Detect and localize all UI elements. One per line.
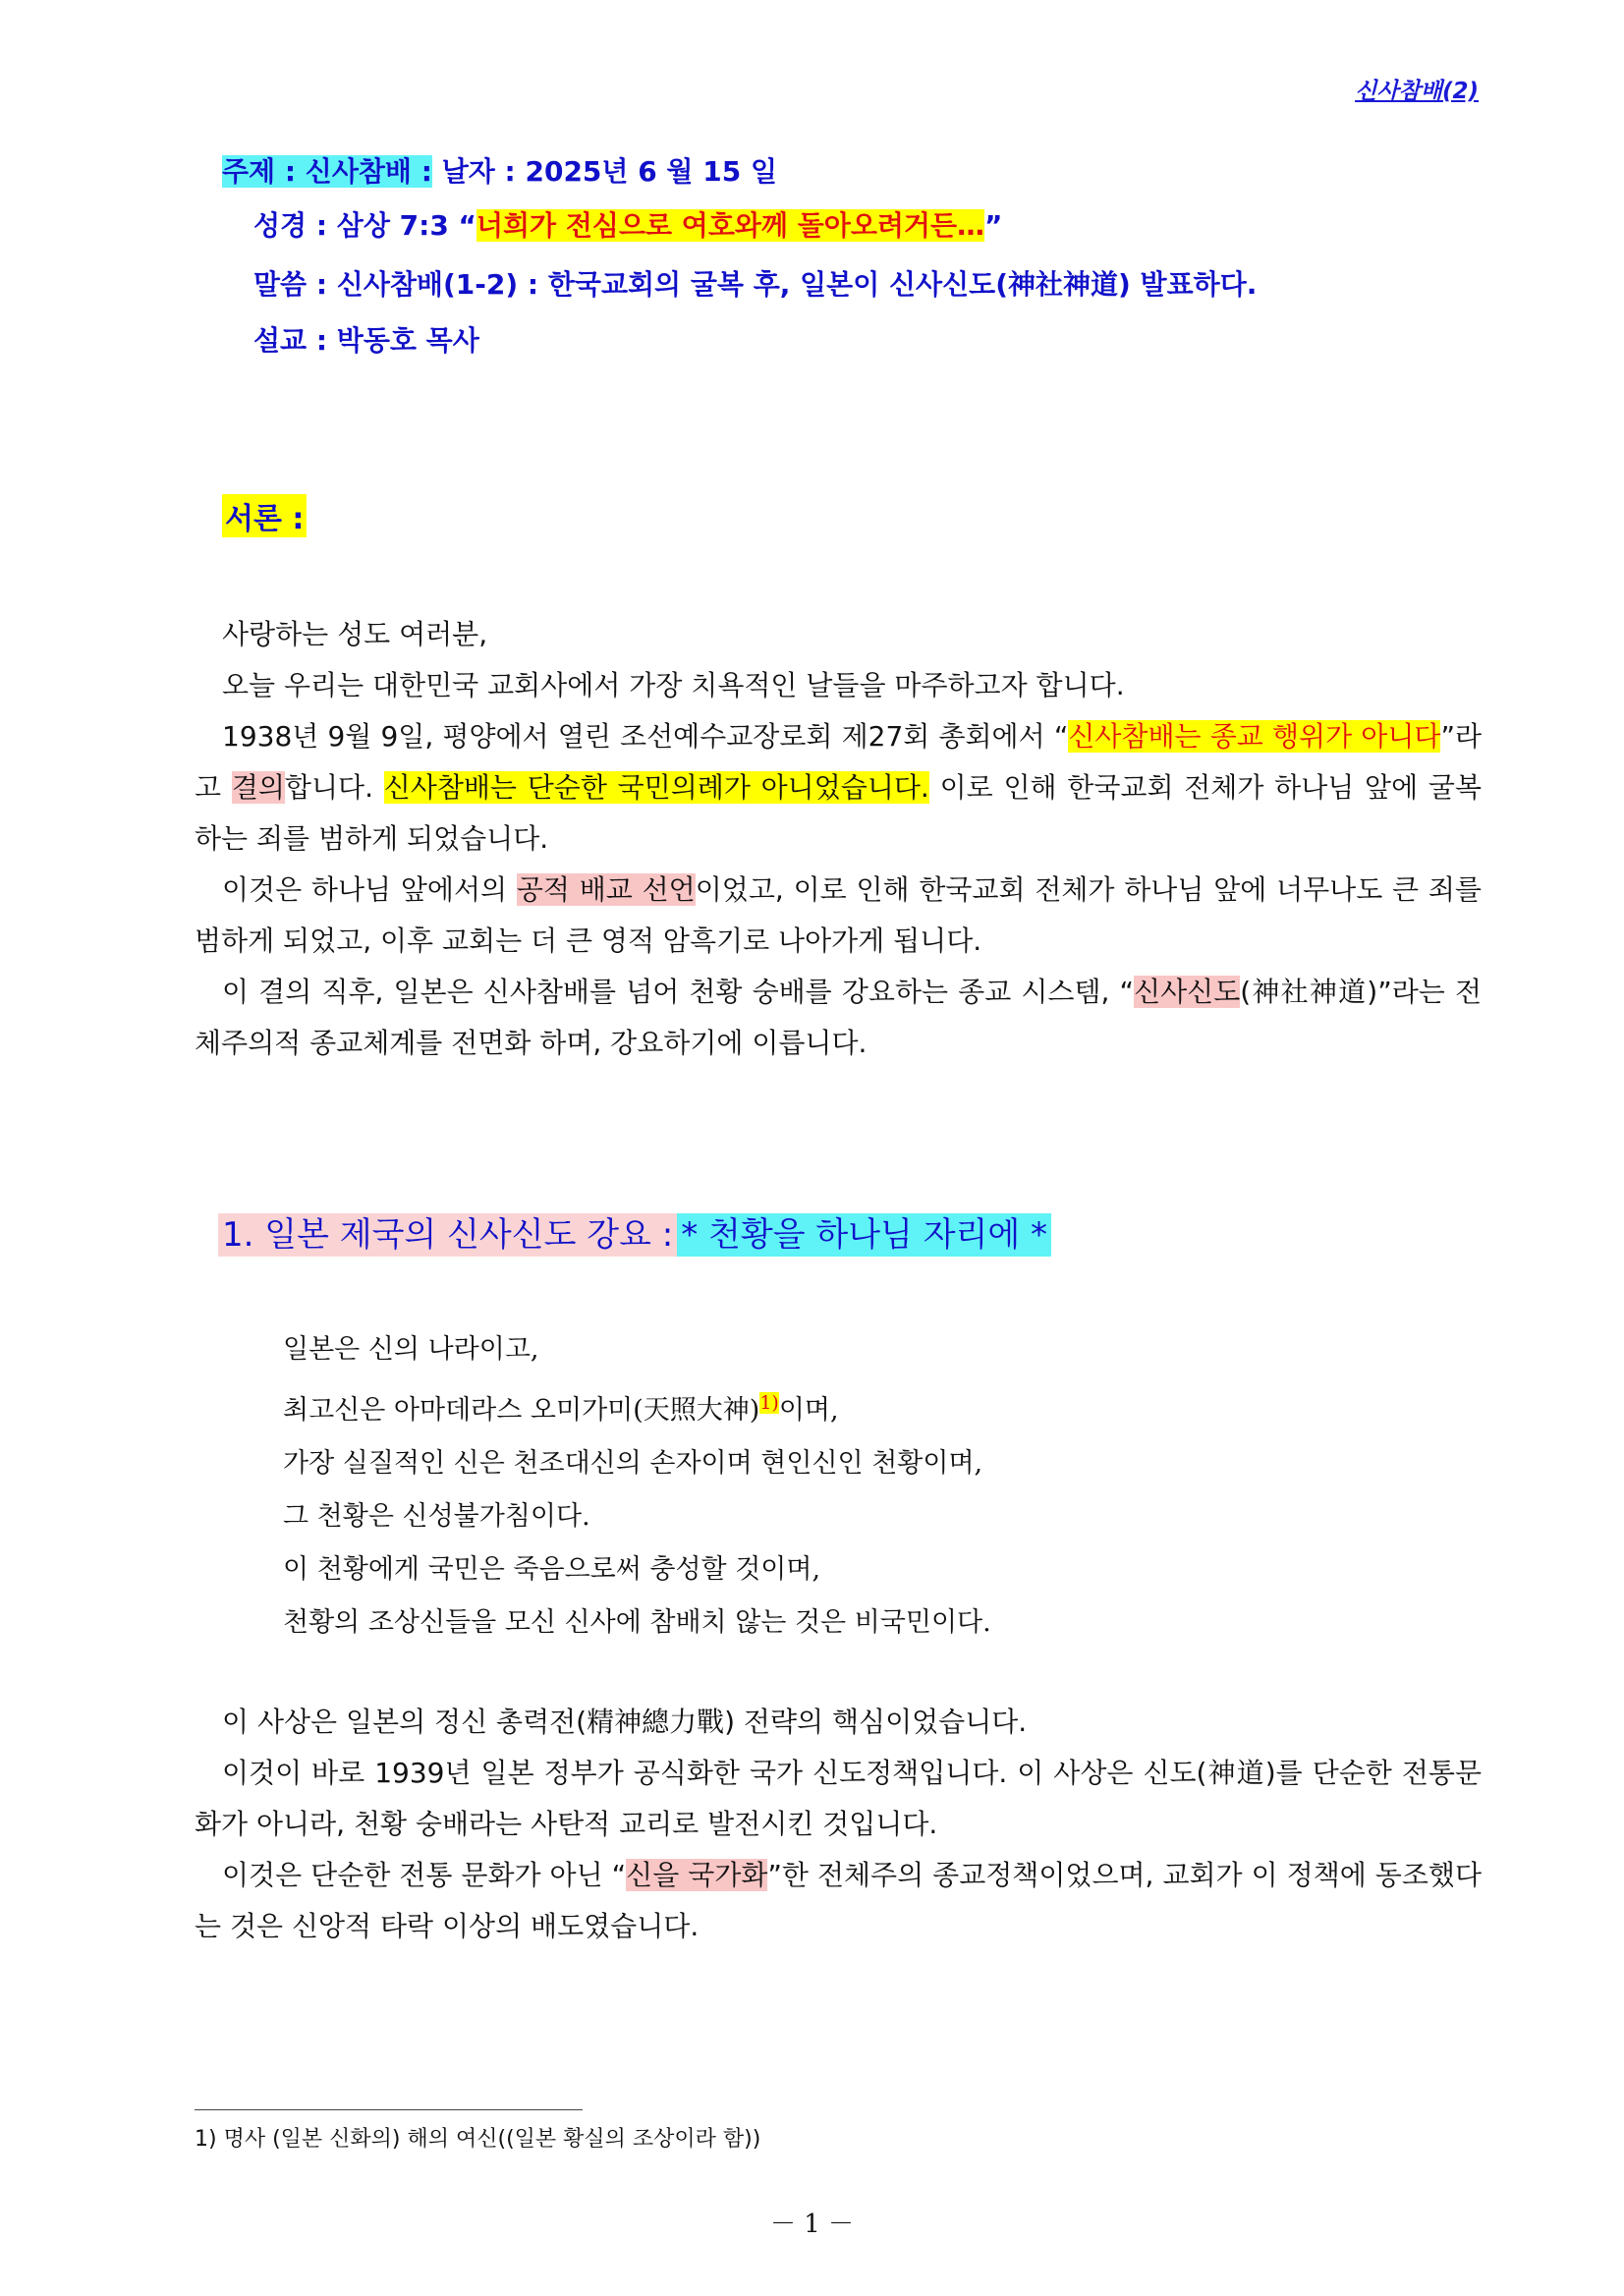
- text-run: 이로 인해 한국교회 전체가 하나님 앞에 굴복하는 죄를 범하게 되었습니다.: [195, 771, 1483, 855]
- text-run: 이 결의 직후, 일본은 신사참배를 넘어 천황 숭배를 강요하는 종교 시스템, “: [222, 976, 1135, 1008]
- preacher-line: 설교 : 박동호 목사: [253, 324, 479, 357]
- paragraph: 이 사상은 일본의 정신 총력전(精神總力戰) 전략의 핵심이었습니다.: [222, 1706, 1028, 1738]
- footnote-divider: [195, 2109, 583, 2110]
- text-run: 합니다.: [284, 771, 384, 804]
- paragraph: 이것이 바로 1939년 일본 정부가 공식화한 국가 신도정책입니다. 이 사상은 신도(神道)를 단순한 전통문화가 아니라, 천황 숭배라는 사탄적 교리로 발전시킨 것입니다.: [195, 1757, 1482, 1840]
- quote-line: 그 천황은 신성불가침이다.: [283, 1501, 590, 1532]
- intro-heading: 서론 :: [222, 494, 307, 537]
- quote-line: 가장 실질적인 신은 천조대신의 손자이며 현인신인 천황이며,: [283, 1448, 983, 1479]
- footnote-ref[interactable]: 1): [759, 1392, 779, 1414]
- text-run: ”한 전체주의 종교정책이었으며, 교회가 이 정책에 동조했다는 것은 신앙적 타락 이상의 배도였습니다.: [195, 1859, 1482, 1942]
- body-section-2: [195, 1697, 1482, 1952]
- text-run: 1938년 9월 9일, 평양에서 열린 조선예수교장로회 제27회 총회에서 “: [222, 720, 1069, 753]
- highlight-text: 신사참배는 단순한 국민의례가 아니었습니다.: [383, 771, 929, 804]
- section-subtitle: * 천황을 하나님 자리에 *: [677, 1213, 1051, 1257]
- message-line: 말씀 : 신사참배(1-2) : 한국교회의 굴복 후, 일본이 신사신도(神社神道) 발표하다.: [253, 268, 1258, 301]
- scripture-close: ”: [984, 209, 1003, 242]
- highlight-text: 신사참배는 종교 행위가 아니다: [1068, 720, 1441, 753]
- paragraph: 오늘 우리는 대한민국 교회사에서 가장 치욕적인 날들을 마주하고자 합니다.: [222, 669, 1125, 701]
- text-run: 이것은 단순한 전통 문화가 아닌 “: [222, 1859, 627, 1891]
- quote-line: 천황의 조상신들을 모신 신사에 참배치 않는 것은 비국민이다.: [283, 1607, 991, 1638]
- text-run: (神社神道)”라는 전체주의적 종교체계를 전면화 하며, 강요하기에 이릅니다.: [195, 976, 1482, 1059]
- scripture-line: [253, 204, 1002, 244]
- greeting: 사랑하는 성도 여러분,: [222, 618, 488, 650]
- text-run: ”라고: [195, 720, 1483, 804]
- highlight-text: 신사신도: [1134, 976, 1241, 1008]
- scripture-label: 성경 : 삼상 7:3 “: [253, 209, 476, 242]
- quote-block: [283, 1323, 991, 1650]
- paragraph: [195, 967, 1482, 1069]
- text-run: 이것은 하나님 앞에서의: [222, 873, 517, 906]
- date-text: 날자 : 2025년 6 월 15 일: [441, 155, 777, 188]
- subject-line: [222, 150, 777, 190]
- scripture-quote: 너희가 전심으로 여호와께 돌아오려거든…: [476, 209, 985, 242]
- footnote: 1) 명사 (일본 신화의) 해의 여신((일본 황실의 조상이라 함)): [195, 2127, 761, 2152]
- quote-line: [283, 1376, 991, 1437]
- text-run: 이었고, 이로 인해 한국교회 전체가 하나님 앞에 너무나도 큰 죄를 범하게 되었고, 이후 교회는 더 큰 영적 암흑기로 나아가게 됩니다.: [195, 873, 1482, 957]
- text-run: 최고신은 아마데라스 오미가미(天照大神): [283, 1395, 760, 1426]
- running-header: 신사참배(2): [1355, 79, 1479, 104]
- text-run: 이며,: [778, 1395, 839, 1426]
- section-heading: [218, 1207, 1051, 1256]
- paragraph: [195, 865, 1482, 967]
- section-title: 1. 일본 제국의 신사신도 강요 :: [218, 1213, 677, 1257]
- highlight-text: 결의: [231, 771, 285, 804]
- highlight-text: 공적 배교 선언: [516, 873, 696, 906]
- highlight-text: 신을 국가화: [626, 1859, 768, 1891]
- paragraph: [195, 1850, 1482, 1952]
- quote-line: 일본은 신의 나라이고,: [283, 1334, 539, 1365]
- body-section-1: [195, 609, 1482, 1069]
- page-number: － 1 －: [769, 2210, 855, 2239]
- subject-label: 주제 : 신사참배 :: [222, 155, 432, 188]
- quote-line: 이 천황에게 국민은 죽음으로써 충성할 것이며,: [283, 1554, 821, 1585]
- paragraph: [195, 711, 1482, 865]
